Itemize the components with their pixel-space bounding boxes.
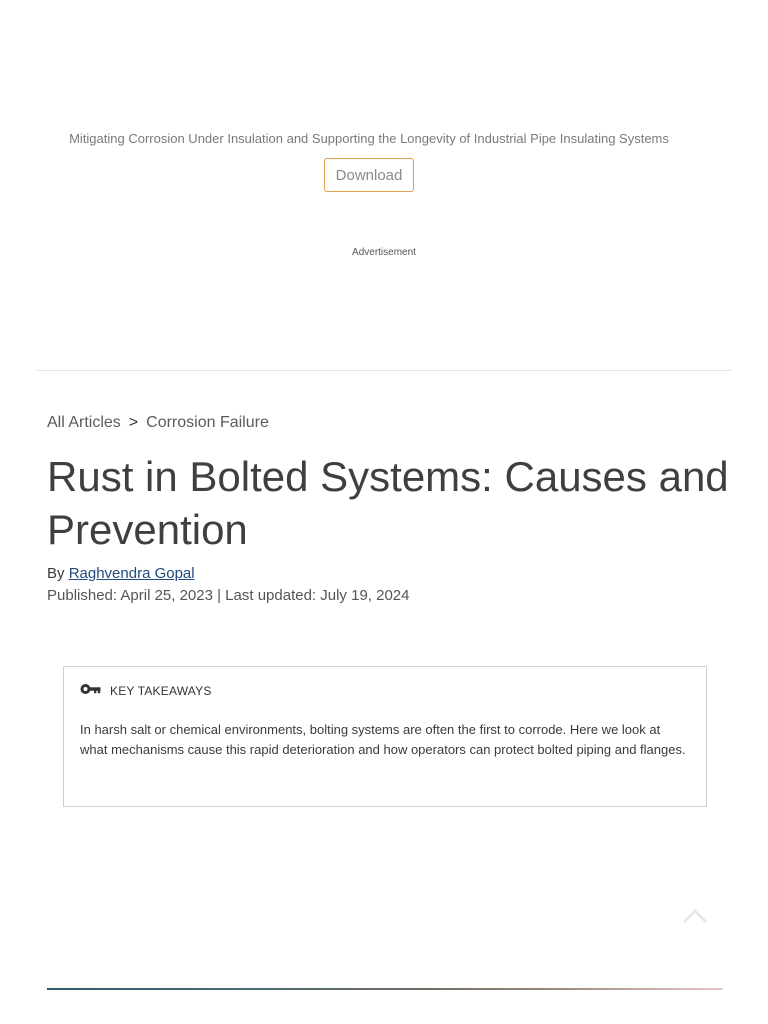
breadcrumb (47, 414, 269, 432)
breadcrumb-separator: > (128, 414, 139, 431)
key-icon (80, 683, 101, 698)
section-divider (37, 370, 732, 371)
breadcrumb-corrosion-failure[interactable]: Corrosion Failure (146, 414, 269, 431)
page-title: Rust in Bolted Systems: Causes and Prevention (47, 453, 729, 553)
byline (47, 565, 195, 582)
key-takeaways-heading: KEY TAKEAWAYS (110, 683, 212, 698)
article-hero-image-edge (47, 988, 723, 990)
byline-prefix: By (47, 565, 65, 582)
promo-banner (60, 130, 678, 192)
author-link[interactable]: Raghvendra Gopal (68, 565, 195, 582)
download-button[interactable]: Download (324, 158, 415, 192)
promo-title: Mitigating Corrosion Under Insulation and Supporting the Longevity of Industrial Pipe Insulating Systems (69, 131, 669, 146)
advertisement-label: Advertisement (352, 247, 416, 258)
key-takeaways-text: In harsh salt or chemical environments, bolting systems are often the first to corrode. Here we look at what mechanisms cause this rapid deterioration and how operators can protect bolted piping and flanges. (80, 722, 686, 757)
key-takeaways-header (80, 683, 690, 698)
breadcrumb-all-articles[interactable]: All Articles (47, 414, 121, 431)
chevron-up-icon[interactable] (682, 906, 708, 926)
publish-dates: Published: April 25, 2023 | Last updated: July 19, 2024 (47, 587, 410, 604)
key-takeaways-box (63, 666, 707, 807)
